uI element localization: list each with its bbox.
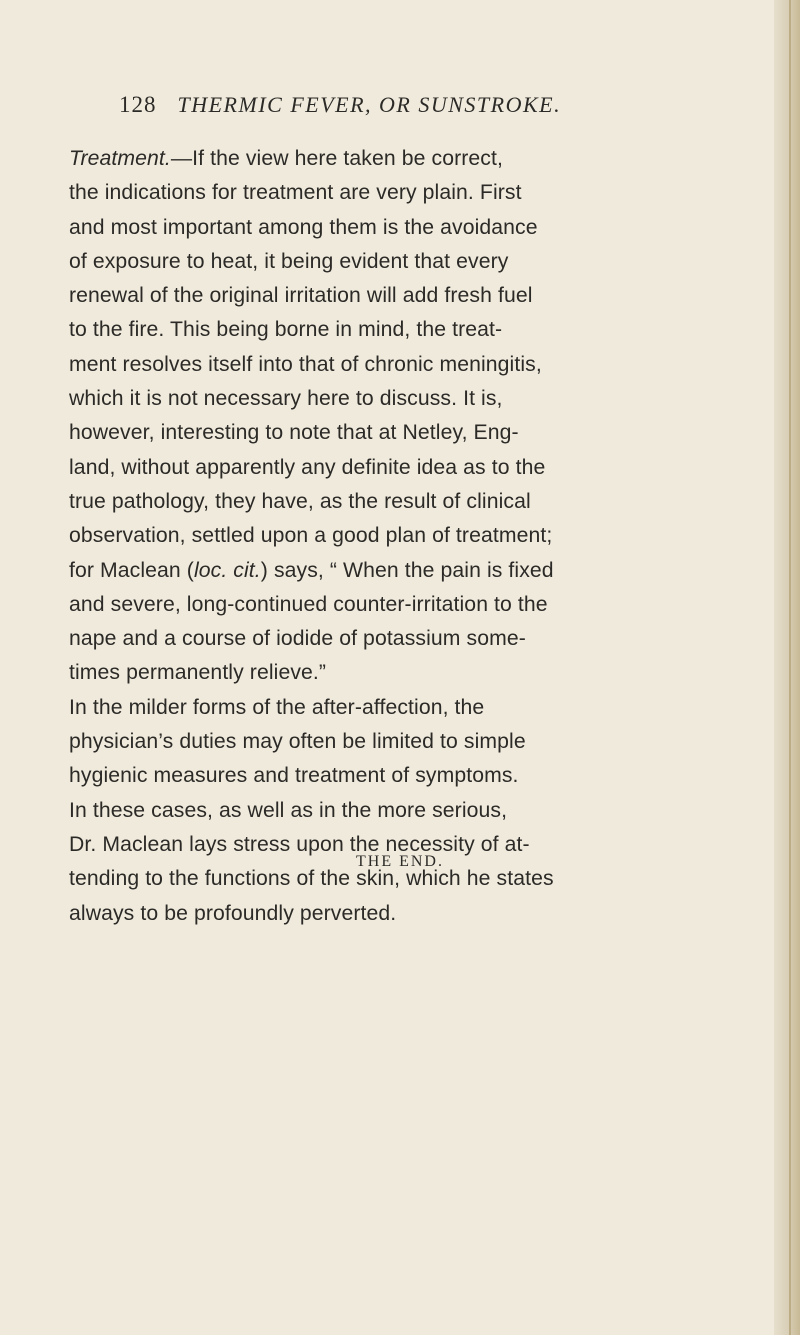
running-title: THERMIC FEVER, OR SUNSTROKE. <box>177 92 562 117</box>
line-text: true pathology, they have, as the result of clinical <box>69 489 531 513</box>
text-line <box>69 691 729 725</box>
text-line <box>69 622 729 656</box>
text-line <box>69 519 729 553</box>
page-edge-line <box>789 0 791 1335</box>
line-text: which it is not necessary here to discuss. It is, <box>69 387 503 411</box>
text-line <box>69 451 729 485</box>
page-edge-shadow <box>774 0 800 1335</box>
line-text: for Maclean ( <box>69 558 194 582</box>
line-text: times permanently relieve.” <box>69 661 327 685</box>
text-line <box>69 416 729 450</box>
text-line <box>69 176 729 210</box>
text-line <box>69 211 729 245</box>
line-text: hygienic measures and treatment of symptoms. <box>69 764 519 788</box>
text-line <box>69 725 729 759</box>
line-text: physician’s duties may often be limited to simple <box>69 730 526 754</box>
line-text: In these cases, as well as in the more serious, <box>69 798 508 822</box>
line-text: renewal of the original irritation will add fresh fuel <box>69 284 533 308</box>
line-text: ment resolves itself into that of chronic meningitis, <box>69 352 542 376</box>
running-head <box>119 92 679 122</box>
line-text: observation, settled upon a good plan of treatment; <box>69 524 553 548</box>
line-text: tending to the functions of the skin, which he states <box>69 867 554 891</box>
text-line <box>69 245 729 279</box>
text-line <box>69 554 729 588</box>
citation-italic: loc. cit. <box>193 558 261 582</box>
body-text <box>69 142 729 931</box>
line-text: of exposure to heat, it being evident that every <box>69 249 509 273</box>
line-text: the indications for treatment are very plain. First <box>69 181 522 205</box>
line-text: and most important among them is the avoidance <box>69 215 538 239</box>
text-line <box>69 759 729 793</box>
text-line <box>69 794 729 828</box>
line-text: however, interesting to note that at Netley, Eng- <box>69 421 519 445</box>
line-text: In the milder forms of the after-affection, the <box>69 695 485 719</box>
line-text: to the fire. This being borne in mind, the treat- <box>69 318 503 342</box>
text-line <box>69 656 729 690</box>
text-line <box>69 348 729 382</box>
the-end-label: THE END. <box>356 853 444 870</box>
line-text: land, without apparently any definite idea as to the <box>69 455 546 479</box>
line-text: ) says, “ When the pain is fixed <box>260 558 554 582</box>
line-text: nape and a course of iodide of potassium some- <box>69 627 526 651</box>
line-text: —If the view here taken be correct, <box>170 147 503 170</box>
page-number: 128 <box>119 92 157 117</box>
text-line <box>69 382 729 416</box>
line-text: and severe, long-continued counter-irritation to the <box>69 592 548 616</box>
line-text: always to be profoundly perverted. <box>69 901 397 925</box>
text-line <box>69 313 729 347</box>
text-line <box>69 485 729 519</box>
text-line <box>69 588 729 622</box>
text-line <box>69 897 729 931</box>
text-line <box>69 279 729 313</box>
line-text: Dr. Maclean lays stress upon the necessity of at- <box>69 832 530 856</box>
text-line <box>69 142 729 176</box>
treatment-heading: Treatment. <box>69 147 171 170</box>
